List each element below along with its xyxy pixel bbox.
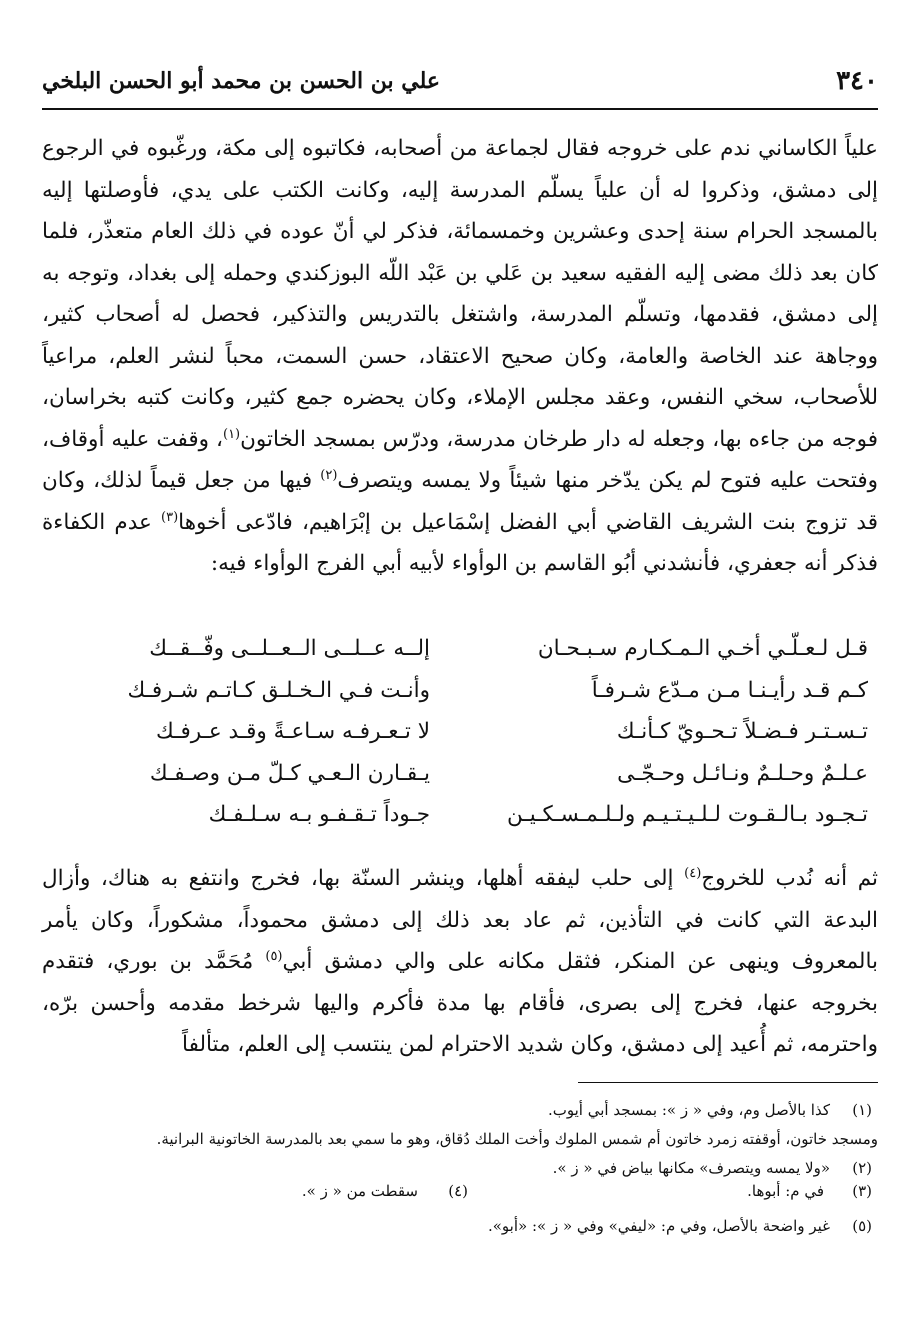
- footnote-ref-5: (٥): [265, 948, 283, 964]
- footnote-5: [42, 1212, 878, 1240]
- footnote-number: (٤): [448, 1182, 468, 1200]
- verse-second-hemistich: وأنـت فـي الـخـلـق كـاتـم شـرفـك: [127, 677, 430, 703]
- footnote-number: (٢): [852, 1159, 872, 1177]
- footnote-number: (٣): [852, 1182, 872, 1200]
- page-header: [42, 62, 878, 112]
- footnote-text: في م: أبوها.: [747, 1182, 824, 1200]
- verse-second-hemistich: لا تـعـرفـه سـاعـةً وقـد عـرفـك: [156, 719, 430, 744]
- footnote-row-3-4: [42, 1182, 878, 1212]
- poem-verse: [42, 719, 878, 761]
- running-head: علي بن الحسن بن محمد أبو الحسن البلخي: [42, 68, 441, 94]
- verse-first-hemistich: كـم قـد رأيـنـا مـن مـدّع شـرفـاً: [591, 677, 868, 703]
- paragraph-2-part-c: مُحَمَّد بن بوري، فتقدم بخروجه عنها، فخرج إلى بصرى، فأقام بها مدة فأكرم واليها شرخط مقدمه وأحسن برّه، واحترمه، ثم أُعيد إلى دمشق، وكان شديد الاحترام لمن ينتسب إلى العلم، متألفاً: [42, 949, 878, 1057]
- poem-verse: [42, 636, 878, 678]
- paragraph-1: [42, 128, 878, 585]
- footnote-ref-1: (١): [222, 426, 241, 442]
- paragraph-2-part-a: ثم أنه نُدب للخروج: [701, 866, 878, 891]
- footnote-separator: [578, 1082, 878, 1083]
- footnote-text: سقطت من « ز ».: [301, 1182, 418, 1200]
- footnote-2: [42, 1154, 878, 1182]
- main-text-top: [42, 128, 878, 585]
- verse-second-hemistich: إلــه عــلــى الــعــلــى وفّــقــك: [149, 636, 430, 661]
- paragraph-1-part-c: فيها من جعل قيماً لذلك، وكان قد تزوج بنت الشريف القاضي أبي الفضل إسْمَاعيل بن إبْرَاهيم، فادّعى أخوها: [42, 468, 878, 535]
- footnote-text: كذا بالأصل وم، وفي « ز »: بمسجد أبي أيوب.: [547, 1101, 830, 1119]
- footnote-1: [42, 1096, 878, 1124]
- paragraph-1-part-b: ، وقفت عليه أوقاف، وفتحت عليه فتوح لم يكن يدّخر منها شيئاً ولا يمسه ويتصرف: [42, 426, 878, 493]
- footnote-number: (٥): [852, 1217, 872, 1235]
- header-rule: [42, 108, 878, 110]
- poem-verse: [42, 761, 878, 803]
- paragraph-1-part-d: عدم الكفاءة فذكر أنه جعفري، فأنشدني أبُو القاسم بن الوأواء لأبيه أبي الفرج الوأواء فيه:: [42, 509, 878, 576]
- main-text-bottom: [42, 858, 878, 1066]
- verse-first-hemistich: تـجـود بـالـقـوت لـلـيـتـيـم ولـلـمـسـكـيـن: [507, 802, 868, 827]
- paragraph-2: [42, 858, 878, 1066]
- verse-second-hemistich: يـقـارن الـعـي كـلّ مـن وصـفـك: [149, 760, 430, 786]
- footnote-ref-3: (٣): [161, 509, 179, 525]
- poem-verse: [42, 802, 878, 844]
- footnote-text: «ولا يمسه ويتصرف» مكانها بياض في « ز ».: [552, 1159, 830, 1177]
- paragraph-2-part-b: إلى حلب ليفقه أهلها، وينشر السنّة بها، فخرج وانتفع به هناك، وأزال البدعة التي كانت في التأذين، ثم عاد بعد ذلك إلى دمشق محموداً، مشكوراً، وكان يأمر بالمعروف وينهى عن المنكر، فثقل مكانه على والي دمشق أبي: [42, 866, 878, 974]
- page-number: ٣٤٠: [836, 66, 878, 96]
- footnote-text: غير واضحة بالأصل، وفي م: «ليفي» وفي « ز »: «أبو».: [487, 1217, 830, 1235]
- footnote-ref-2: (٢): [320, 467, 338, 483]
- verse-first-hemistich: عـلـمٌ وحـلـمٌ ونـائـل وحـجّـى: [617, 760, 868, 786]
- verse-second-hemistich: جـوداً تـقـفـو بـه سـلـفـك: [208, 802, 430, 827]
- footnote-number: (١): [852, 1101, 872, 1119]
- footnote-ref-4: (٤): [684, 865, 702, 881]
- footnote-1-continuation: ومسجد خاتون، أوقفته زمرد خاتون أم شمس الملوك وأخت الملك دُقاق، وهو ما سمي بعد بالمدرسة الخاتونية البرانية.: [156, 1130, 878, 1148]
- verse-first-hemistich: قـل لـعـلّـي أخـي الـمـكـارم سـبـحـان: [537, 636, 868, 661]
- poem-verse: [42, 678, 878, 720]
- poem: [42, 636, 878, 844]
- paragraph-1-part-a: علياً الكاساني ندم على خروجه فقال لجماعة من أصحابه، فكاتبوه إلى مكة، ورغّبوه في الرجوع إلى دمشق، وذكروا له أن علياً يسلّم المدرسة إليه، وكانت الكتب على يدي، فأوصلتها إليه بالمسجد الحرام سنة إحدى وعشرين وخمسمائة، فذكر لي أنّ عوده في ذلك العام متعذّر، فلما كان بعد ذلك مضى إليه الفقيه سعيد بن عَلي بن عَبْد اللّه البوزكندي وحمله إلى بغداد، وتوجه به إلى دمشق، فقدمها، وتسلّم المدرسة، واشتغل بالتدريس والتذكير، فحصل له أصحاب كثير، ووجاهة عند الخاصة والعامة، وكان صحيح الاعتقاد، حسن السمت، محباً لنشر العلم، مراعياً للأصحاب، سخي النفس، وعقد مجلس الإملاء، وكان يحضره جمع كثير، وكانت كتبه بخراسان، فوجه من جاءه بها، وجعله له دار طرخان مدرسة، ودرّس بمسجد الخاتون: [42, 136, 878, 452]
- footnotes: [42, 1096, 878, 1240]
- verse-first-hemistich: تـسـتـر فـضـلاً تـحـويّ كـأنـك: [616, 719, 868, 744]
